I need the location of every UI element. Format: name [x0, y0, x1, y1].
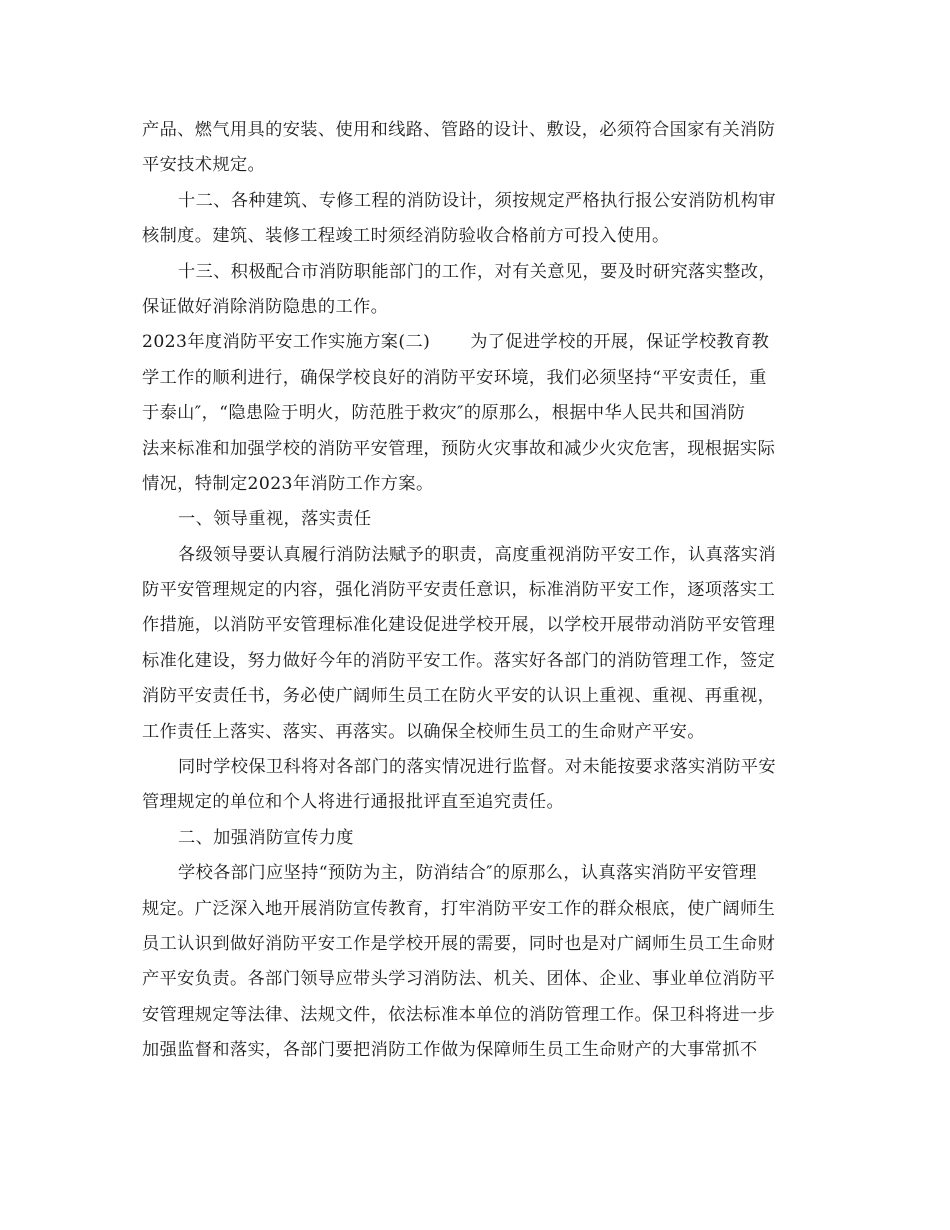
text-line: 情况，特制定2023年消防工作方案。: [142, 473, 434, 494]
text-line: 十三、积极配合市消防职能部门的工作，对有关意见，要及时研究落实整改，: [178, 261, 776, 282]
text-line: 保证做好消除消防隐患的工作。: [142, 296, 389, 317]
text-line: 作措施，以消防平安管理标准化建设促进学校开展，以学校开展带动消防平安管理: [142, 615, 776, 636]
section-heading: 二、加强消防宣传力度: [178, 827, 354, 848]
text-line: 消防平安责任书，务必使广阔师生员工在防火平安的认识上重视、重视、再重视，: [142, 686, 776, 707]
text-line: 法来标准和加强学校的消防平安管理，预防火灾事故和减少火灾危害，现根据实际: [142, 438, 776, 459]
text-line: 防平安管理规定的内容，强化消防平安责任意识，标准消防平安工作，逐项落实工: [142, 580, 776, 601]
text-line: 十二、各种建筑、专修工程的消防设计，须按规定严格执行报公安消防机构审: [178, 190, 776, 211]
text-line: 于泰山″，“隐患险于明火，防范胜于救灾″的原那么，根据中华人民共和国消防: [142, 403, 746, 424]
text-line: 产品、燃气用具的安装、使用和线路、管路的设计、敷设，必须符合国家有关消防: [142, 120, 776, 140]
text-line: 加强监督和落实，各部门要把消防工作做为保障师生员工生命财产的大事常抓不: [142, 1040, 758, 1061]
text-line: 标准化建设，努力做好今年的消防平安工作。落实好各部门的消防管理工作，签定: [142, 650, 776, 671]
text-line: 各级领导要认真履行消防法赋予的职责，高度重视消防平安工作，认真落实消: [178, 544, 776, 565]
text-line: 产平安负责。各部门领导应带头学习消防法、机关、团体、企业、事业单位消防平: [142, 969, 776, 990]
text-line: 同时学校保卫科将对各部门的落实情况进行监督。对未能按要求落实消防平安: [178, 757, 776, 778]
text-line: 核制度。建筑、装修工程竣工时须经消防验收合格前方可投入使用。: [142, 226, 670, 247]
heading-line: [142, 325, 812, 360]
text-line: 学校各部门应坚持“预防为主，防消结合″的原那么，认真落实消防平安管理: [178, 863, 757, 884]
text-line: 学工作的顺利进行，确保学校良好的消防平安环境，我们必须坚持“平安责任，重: [142, 367, 767, 388]
section-title: 2023年度消防平安工作实施方案(二): [142, 332, 431, 353]
text-line: 平安技术规定。: [142, 155, 266, 176]
text-line: 管理规定的单位和个人将进行通报批评直至追究责任。: [142, 792, 565, 813]
text-line: 工作责任上落实、落实、再落实。以确保全校师生员工的生命财产平安。: [142, 721, 705, 742]
text-line: 规定。广泛深入地开展消防宣传教育，打牢消防平安工作的群众根底，使广阔师生: [142, 898, 776, 919]
text-line: 安管理规定等法律、法规文件，依法标准本单位的消防管理工作。保卫科将进一步: [142, 1004, 776, 1025]
text-line: 员工认识到做好消防平安工作是学校开展的需要，同时也是对广阔师生员工生命财: [142, 933, 776, 954]
document-body: [142, 113, 812, 1069]
text-run: 为了促进学校的开展，保证学校教育教: [470, 332, 770, 353]
section-heading: 一、领导重视，落实责任: [178, 509, 372, 530]
